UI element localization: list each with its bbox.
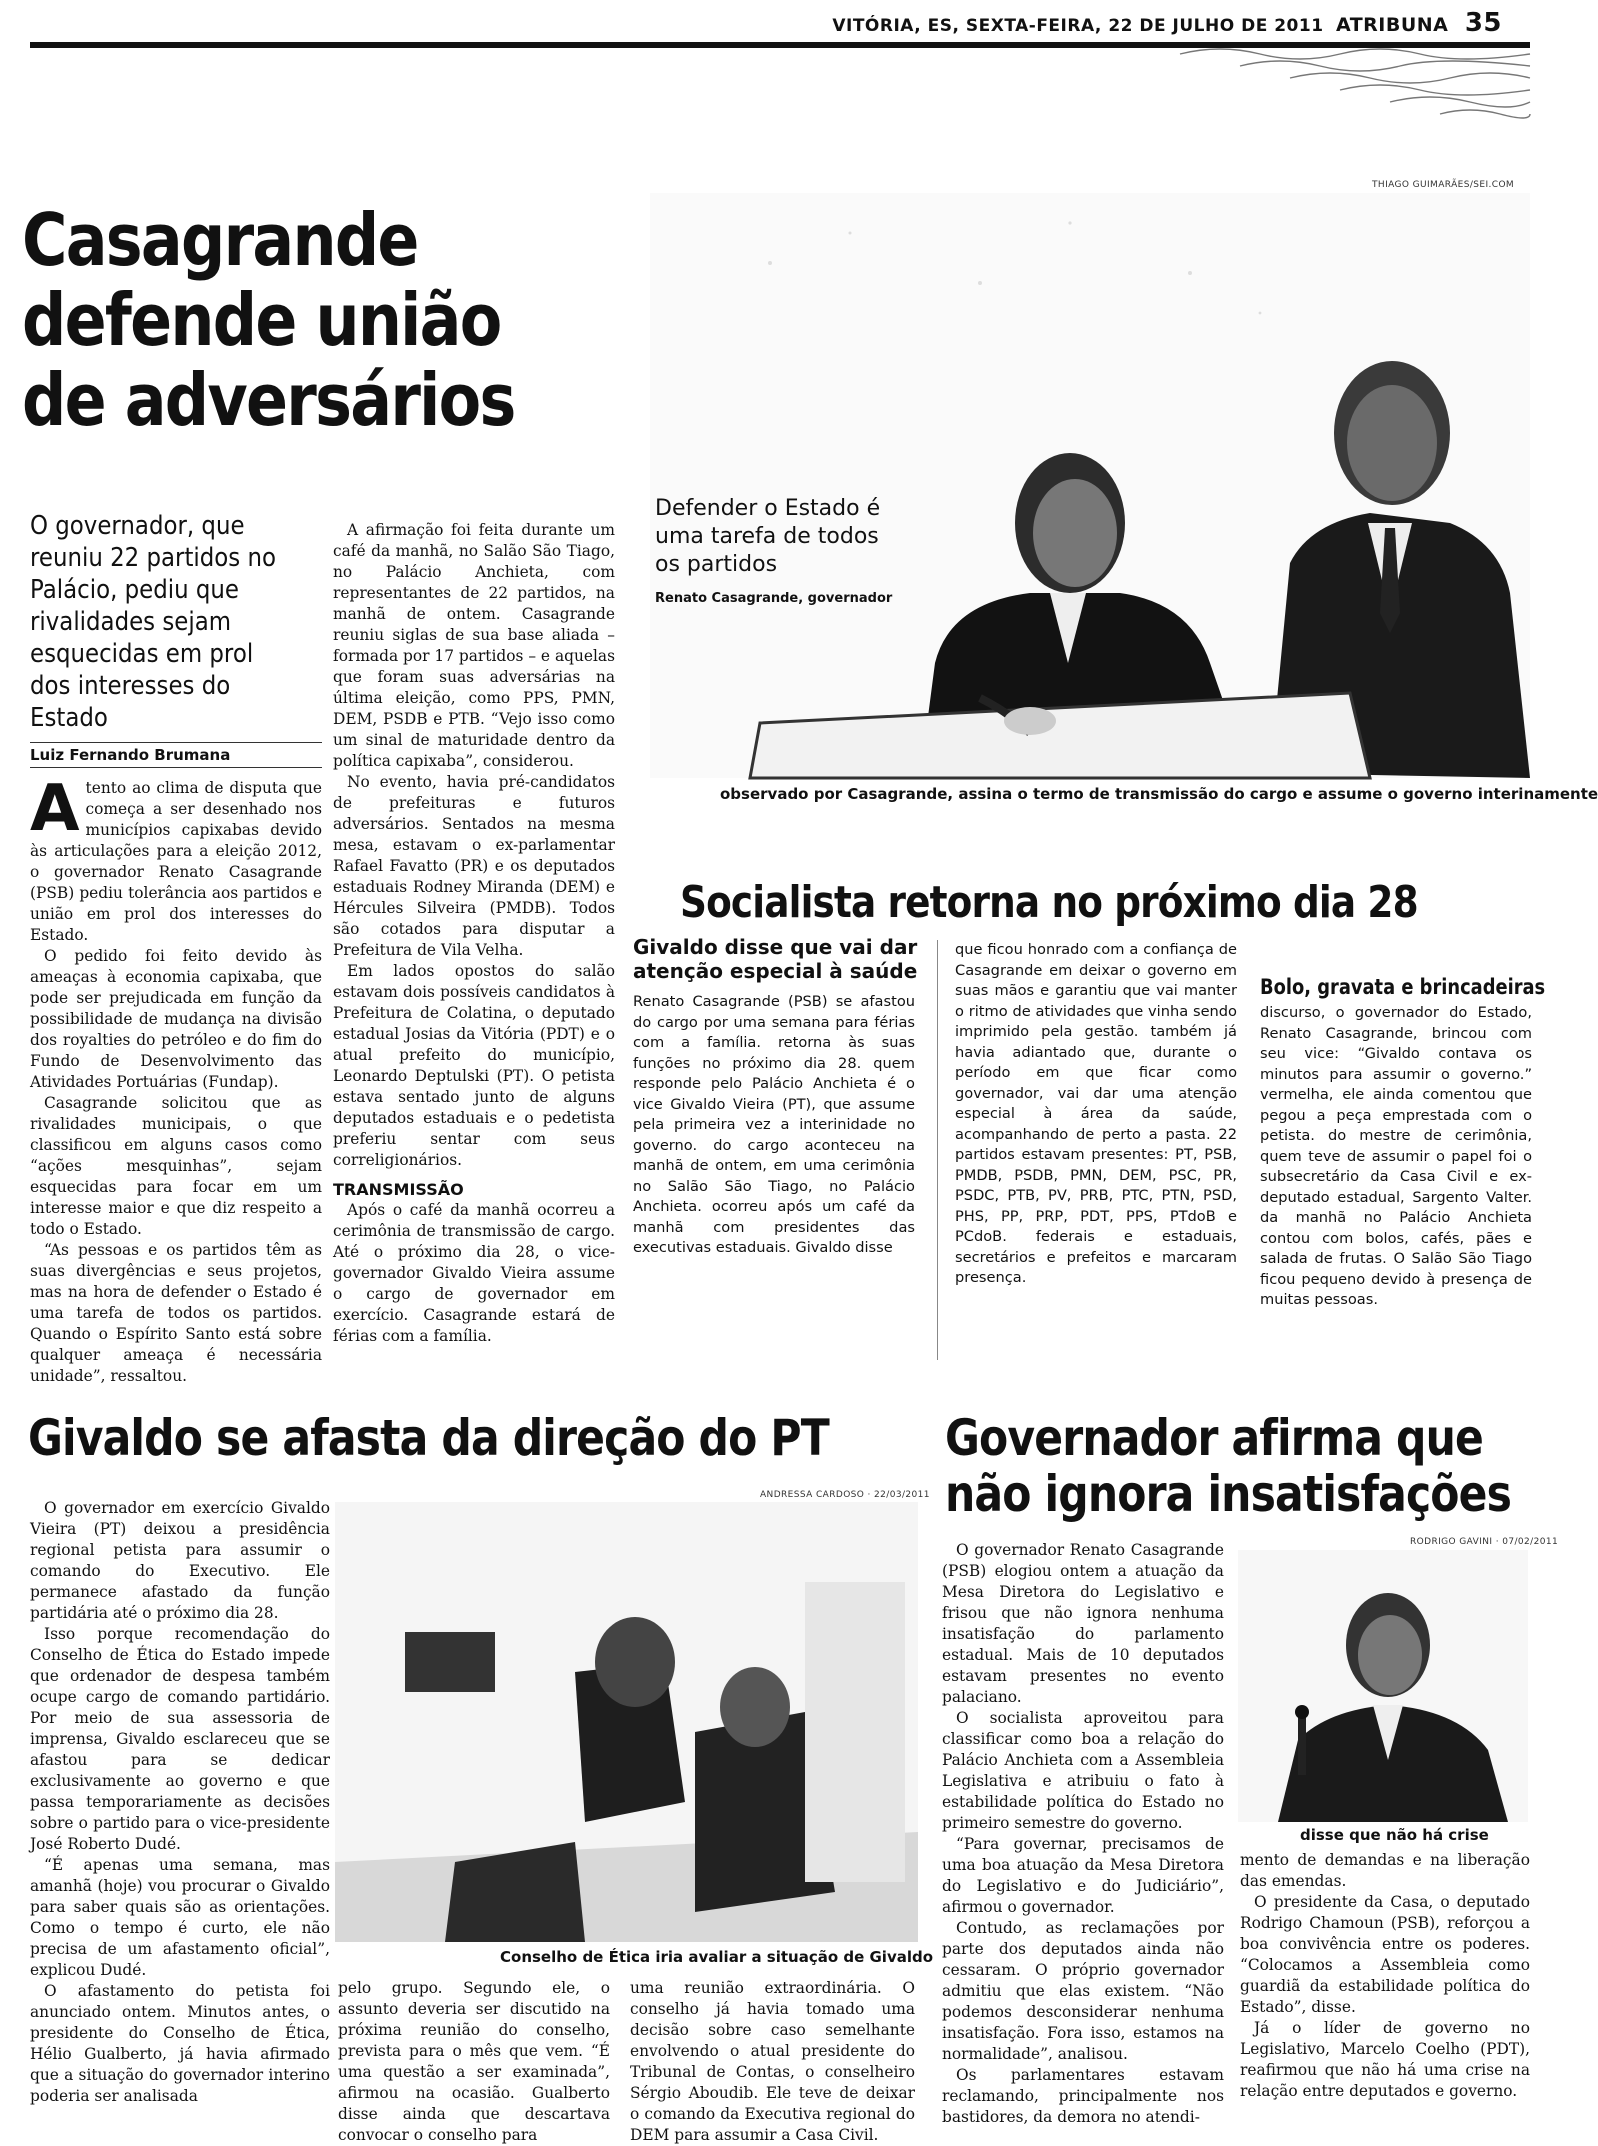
byline: Luiz Fernando Brumana	[30, 742, 322, 768]
main-headline-line: defende união	[22, 278, 501, 362]
sidebar-headline: Bolo, gravata e brincadeiras	[1260, 975, 1546, 999]
givaldo-column-2: pelo grupo. Segundo ele, o assunto deveria ser discutido na próxima reunião do conselho, prevista para o mês que vem. “É uma questão a ser examinada”, afirmou na ocasião. Gualberto disse ainda que descartava convocar o conselho para	[338, 1979, 610, 2144]
main-column-2	[333, 520, 615, 1347]
givaldo-headline: Givaldo se afasta da direção do PT	[28, 1409, 829, 1467]
governador-headline-line: não ignora insatisfações	[945, 1465, 1512, 1523]
publication-name: ATRIBUNA	[1335, 14, 1449, 36]
givaldo-photo-caption: Conselho de Ética iria avaliar a situação de Givaldo	[500, 1948, 934, 1966]
givaldo-photo	[335, 1502, 918, 1942]
governador-photo	[1238, 1550, 1528, 1822]
main-deck: O governador, que reuniu 22 partidos no Palácio, pediu que rivalidades sejam esquecidas em prol dos interesses do Estado	[30, 511, 277, 733]
givaldo-paragraph: Isso porque recomendação do Conselho de Ética do Estado impede que ordenador de despesa também ocupe cargo de comando partidário. Por meio de sua assessoria de imprensa, Givaldo esclareceu que se afastou para se dedicar exclusivamente ao governo e que passa temporariamente as decisões sobre o partido para o vice-presidente José Roberto Dudé.	[30, 1625, 330, 1853]
main-headline-line: de adversários	[22, 358, 515, 442]
socialista-subhead-line: Givaldo disse que vai dar	[633, 935, 918, 959]
column-divider	[937, 940, 938, 1360]
governador-column-2	[1240, 1850, 1530, 2102]
governador-headline-line: Governador afirma que	[945, 1409, 1483, 1467]
dateline: VITÓRIA, ES, SEXTA-FEIRA, 22 DE JULHO DE 2011	[832, 16, 1324, 36]
header-wave-ornament	[1180, 40, 1530, 135]
main-photo	[650, 193, 1530, 778]
socialista-column-1: Renato Casagrande (PSB) se afastou do cargo por uma semana para férias com a família. retorna às suas funções no próximo dia 28. quem responde pelo Palácio Anchieta é o vice Givaldo Vieira (PT), que assume pela primeira vez a interinidade no governo. do cargo aconteceu na manhã de ontem, em uma cerimônia no Salão São Tiago, no Palácio Anchieta. ocorreu após um café da manhã com presidentes das executivas estaduais. Givaldo disse	[633, 993, 915, 1256]
governador-paragraph: “Para governar, precisamos de uma boa atuação da Mesa Diretora do Legislativo e do Judiciário”, afirmou o governador.	[942, 1835, 1224, 1916]
dropcap: A	[30, 772, 80, 846]
subhead-transmissao: TRANSMISSÃO	[333, 1180, 464, 1199]
givaldo-column-1	[30, 1498, 330, 2107]
governador-headline	[945, 1410, 1511, 1522]
main-paragraph: Após o café da manhã ocorreu a cerimônia de transmissão de cargo. Até o próximo dia 28, o vice-governador Givaldo Vieira assume o cargo de governador em exercício. Casagrande estará de férias com a família.	[333, 1201, 615, 1345]
givaldo-paragraph: “É apenas uma semana, mas amanhã (hoje) vou procurar o Givaldo para saber quais são as orientações. Como o tempo é curto, ele não precisa de um afastamento oficial”, explicou Dudé.	[30, 1856, 330, 1979]
givaldo-paragraph: O governador em exercício Givaldo Vieira (PT) deixou a presidência regional petista para assumir o comando do Executivo. Ele permanece afastado da função partidária até o próximo dia 28.	[30, 1499, 330, 1622]
main-paragraph: No evento, havia pré-candidatos de prefeituras e futuros adversários. Sentados na mesma mesa, estavam o ex-parlamentar Rafael Favatto (PR) e os deputados estaduais Rodney Miranda (DEM) e Hércules Silveira (PMDB). Todos são cotados para disputar a Prefeitura de Vila Velha.	[333, 773, 615, 959]
governador-paragraph: Já o líder de governo no Legislativo, Marcelo Coelho (PDT), reafirmou que não há uma crise na relação entre deputados e governo.	[1240, 2019, 1530, 2100]
pull-quote-attribution: Renato Casagrande, governador	[655, 591, 893, 606]
pull-quote	[655, 495, 905, 606]
governador-paragraph: O governador Renato Casagrande (PSB) elogiou ontem a atuação da Mesa Diretora do Legislativo e frisou que não ignora nenhuma insatisfação do parlamento estadual. Mais de 10 deputados estavam presentes no evento palaciano.	[942, 1541, 1224, 1706]
governador-paragraph: Os parlamentares estavam reclamando, principalmente nos bastidores, da demora no atendi-	[942, 2066, 1224, 2126]
governador-photo-credit: RODRIGO GAVINI · 07/02/2011	[1410, 1537, 1559, 1547]
socialista-subhead-line: atenção especial à saúde	[633, 959, 918, 983]
main-paragraph: Em lados opostos do salão estavam dois possíveis candidatos à Prefeitura de Colatina, o deputado estadual Josias da Vitória (PDT) e o atual prefeito do município, Leonardo Deptulski (PT). O petista estava sentado junto de alguns deputados estaduais e o pedetista preferiu sentar com seus correligionários.	[333, 962, 615, 1169]
main-paragraph-text: tento ao clima de disputa que começa a ser desenhado nos municípios capixabas devido às articulações para a eleição 2012, o governador Renato Casagrande (PSB) pediu tolerância aos partidos e união em prol dos interesses do Estado.	[30, 779, 322, 944]
main-photo-credit: THIAGO GUIMARÃES/SEI.COM	[1372, 180, 1515, 190]
main-headline-line: Casagrande	[22, 198, 418, 282]
governador-paragraph: Contudo, as reclamações por parte dos deputados ainda não cessaram. O próprio governador admitiu que elas existem. “Não podemos desconsiderar nenhuma insatisfação. Fora isso, estamos na normalidade”, analisou.	[942, 1919, 1224, 2063]
givaldo-paragraph: O afastamento do petista foi anunciado ontem. Minutos antes, o presidente do Conselho de Ética, Hélio Gualberto, já havia afirmado que a situação do governador interino poderia ser analisada	[30, 1982, 330, 2105]
main-photo-caption: observado por Casagrande, assina o termo de transmissão do cargo e assume o governo interinamente	[720, 785, 1598, 803]
givaldo-photo-image	[335, 1502, 918, 1942]
socialista-headline: Socialista retorna no próximo dia 28	[680, 877, 1418, 928]
main-paragraph	[30, 772, 322, 946]
givaldo-column-3: uma reunião extraordinária. O conselho já havia tomado uma decisão sobre caso semelhante envolvendo o atual presidente do Tribunal de Contas, o conselheiro Sérgio Aboudib. Ele teve de deixar o comando da Executiva regional do DEM para assumir a Casa Civil.	[630, 1979, 915, 2144]
sidebar-text: discurso, o governador do Estado, Renato Casagrande, brincou com seu vice: “Givaldo contava os minutos para assumir o governo.” vermelha, ele ainda comentou que pegou a peça emprestada com o petista. do mestre de cerimônia, quem teve de assumir o papel foi o subsecretário da Casa Civil e ex-deputado estadual, Sargento Valter. da manhã no Palácio Anchieta contou com bolos, cafés, pães e salada de frutas. O Salão São Tiago ficou pequeno devido à presença de muitas pessoas.	[1260, 1004, 1532, 1308]
main-paragraph: O pedido foi feito devido às ameaças à economia capixaba, que pode ser prejudicada em função da possibilidade de mudança na divisão dos royalties do petróleo e do fim do Fundo de Desenvolvimento das Atividades Portuárias (Fundap).	[30, 947, 322, 1091]
socialista-subhead	[633, 935, 933, 983]
main-headline	[22, 200, 538, 440]
governador-column-1	[942, 1540, 1224, 2128]
pull-quote-text: Defender o Estado é uma tarefa de todos os partidos	[655, 496, 881, 577]
main-column-1	[30, 772, 322, 1387]
givaldo-photo-credit: ANDRESSA CARDOSO · 22/03/2011	[760, 1490, 930, 1500]
socialista-column-2: que ficou honrado com a confiança de Casagrande em deixar o governo em suas mãos e garantiu que vai manter o ritmo de atividades que vinha sendo imprimido pela gestão. também já havia adiantado que, durante o período em que ficar como governador, vai dar uma atenção especial à área da saúde, acompanhando de perto a pasta. 22 partidos estavam presentes: PT, PSB, PMDB, PSDB, PMN, DEM, PSC, PR, PSDC, PTB, PV, PRB, PTC, PTN, PSD, PHS, PP, PRP, PDT, PPS, PTdoB e PCdoB. federais e estaduais, secretários e prefeitos e marcaram presença.	[955, 941, 1237, 1286]
main-paragraph: Casagrande solicitou que as rivalidades municipais, o que classificou em alguns casos como “ações mesquinhas”, sejam esquecidas para focar em um interesse maior e que diz respeito a todo o Estado.	[30, 1094, 322, 1238]
page-number: 35	[1464, 8, 1502, 38]
main-photo-image	[650, 193, 1530, 778]
governador-paragraph: mento de demandas e na liberação das emendas.	[1240, 1851, 1530, 1890]
governador-photo-caption: disse que não há crise	[1300, 1826, 1489, 1844]
governador-photo-image	[1238, 1550, 1528, 1822]
governador-paragraph: O socialista aproveitou para classificar como boa a relação do Palácio Anchieta com a Assembleia Legislativa e atribuiu o fato à estabilidade política do Estado no primeiro semestre do governo.	[942, 1709, 1224, 1832]
governador-paragraph: O presidente da Casa, o deputado Rodrigo Chamoun (PSB), reforçou a boa convivência entre os poderes. “Colocamos a Assembleia como guardiã da estabilidade política do Estado”, disse.	[1240, 1893, 1530, 2016]
main-paragraph: A afirmação foi feita durante um café da manhã, no Salão São Tiago, no Palácio Anchieta, com representantes de 22 partidos, na manhã de ontem. Casagrande reuniu siglas de sua base aliada – formada por 17 partidos – e aquelas que foram suas adversárias na última eleição, como PPS, PMN, DEM, PSDB e PTB. “Vejo isso como um sinal de maturidade dentro da política capixaba”, considerou.	[333, 521, 615, 770]
main-paragraph: “As pessoas e os partidos têm as suas divergências e seus projetos, mas na hora de defender o Estado é uma tarefa de todos os partidos. Quando o Espírito Santo está sobre qualquer ameaça é necessária unidade”, ressaltou.	[30, 1241, 322, 1385]
header-dateline-block	[832, 8, 1502, 38]
